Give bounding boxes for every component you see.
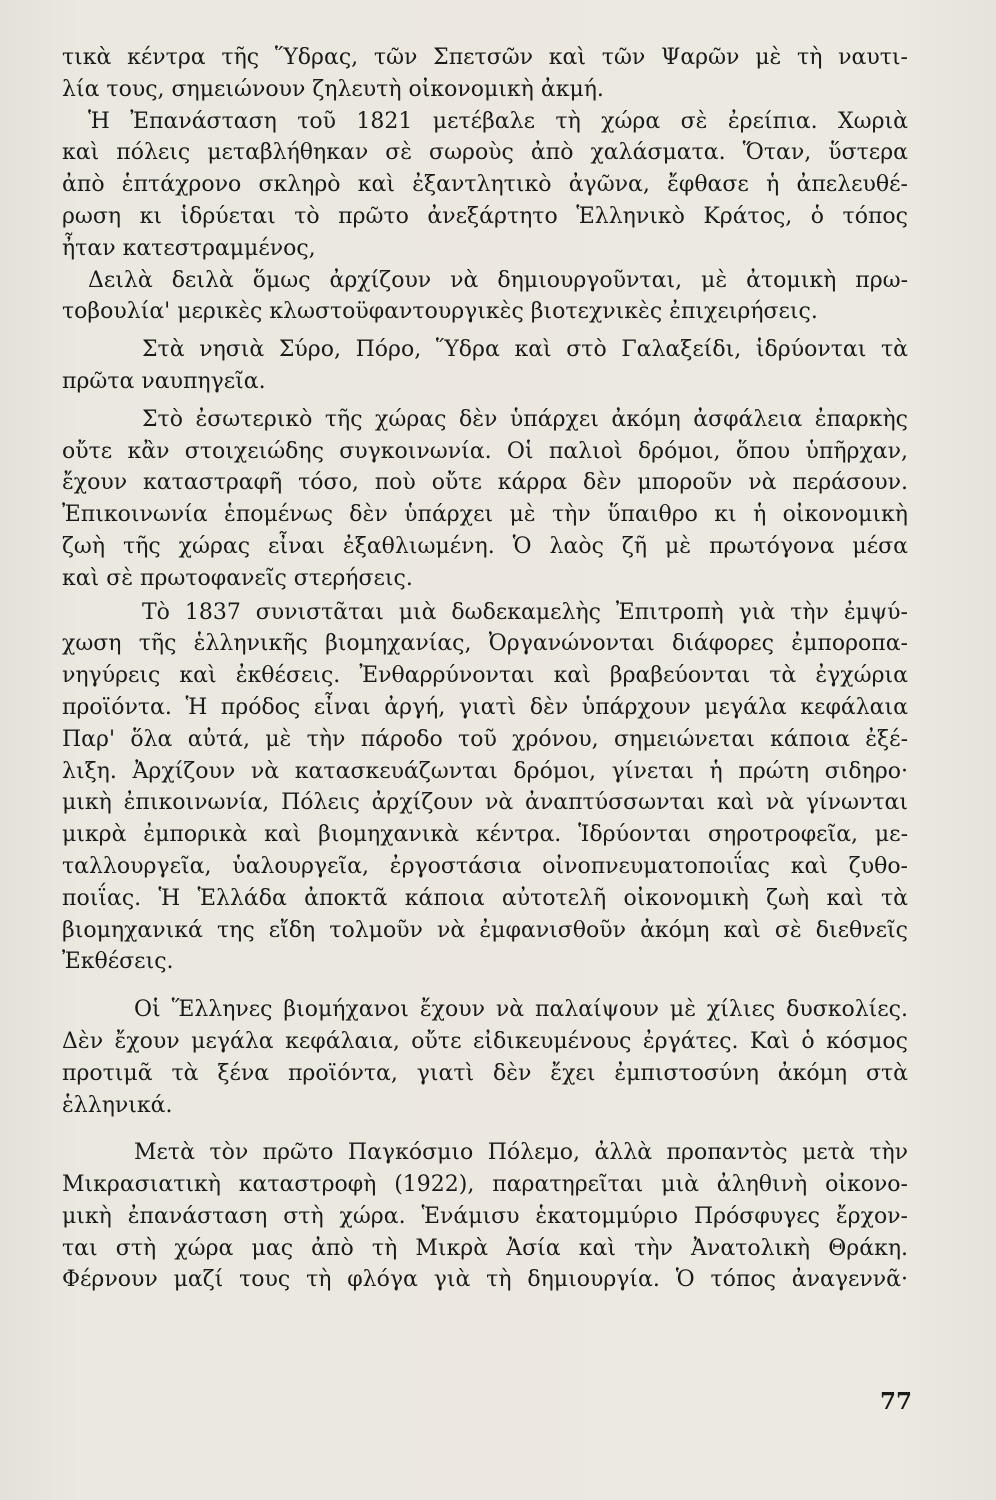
text-line: Ἐκθέσεις. bbox=[62, 949, 174, 975]
text-line: Ἡ Ἐπανάσταση τοῦ 1821 μετέβαλε τὴ χώρα σὲ ἐρείπια. Χωριὰ bbox=[88, 108, 908, 134]
text-line: Παρ' ὅλα αὐτά, μὲ τὴν πάροδο τοῦ χρόνου, σημειώνεται κάποια ἐξέ- bbox=[62, 726, 908, 752]
text-line: οὔτε κἂν στοιχειώδης συγκοινωνία. Οἱ παλιοὶ δρόμοι, ὅπου ὑπῆρχαν, bbox=[62, 438, 908, 464]
text-line: Στὸ ἐσωτερικὸ τῆς χώρας δὲν ὑπάρχει ἀκόμη ἀσφάλεια ἐπαρκὴς bbox=[142, 406, 908, 432]
text-line: ἦταν κατεστραμμένος, bbox=[62, 235, 316, 261]
paragraph bbox=[62, 597, 908, 979]
paragraph bbox=[62, 106, 908, 265]
text-line: ταλλουργεῖα, ὑαλουργεῖα, ἐργοστάσια οἰνοπνευματοποιΐας καὶ ζυθο- bbox=[62, 853, 908, 879]
text-line: νηγύρεις καὶ ἐκθέσεις. Ἐνθαρρύνονται καὶ βραβεύονται τὰ ἐγχώρια bbox=[62, 663, 908, 689]
text-line: μικὴ ἐπικοινωνία, Πόλεις ἀρχίζουν νὰ ἀναπτύσσωνται καὶ νὰ γίνωνται bbox=[62, 790, 908, 816]
text-line: ἔχουν καταστραφῆ τόσο, ποὺ οὔτε κάρρα δὲν μποροῦν νὰ περάσουν. bbox=[62, 470, 908, 496]
text-line: βιομηχανικά της εἴδη τολμοῦν νὰ ἐμφανισθοῦν ἀκόμη καὶ σὲ διεθνεῖς bbox=[62, 917, 908, 943]
paragraph bbox=[62, 334, 908, 398]
text-line: ρωση κι ἱδρύεται τὸ πρῶτο ἀνεξάρτητο Ἑλληνικὸ Κράτος, ὁ τόπος bbox=[62, 203, 908, 229]
text-line: τοβουλία' μερικὲς κλωστοϋφαντουργικὲς βιοτεχνικὲς ἐπιχειρήσεις. bbox=[62, 299, 818, 325]
text-line: Τὸ 1837 συνιστᾶται μιὰ δωδεκαμελὴς Ἐπιτροπὴ γιὰ τὴν ἐμψύ- bbox=[142, 599, 908, 625]
body-text bbox=[62, 42, 908, 1296]
text-line: Ἐπικοινωνία ἑπομένως δὲν ὑπάρχει μὲ τὴν ὕπαιθρο κι ἡ οἰκονομικὴ bbox=[62, 502, 908, 528]
text-line: χωση τῆς ἑλληνικῆς βιομηχανίας, Ὀργανώνονται διάφορες ἐμποροπα- bbox=[62, 631, 908, 657]
text-line: Δὲν ἔχουν μεγάλα κεφάλαια, οὔτε εἰδικευμένους ἐργάτες. Καὶ ὁ κόσμος bbox=[62, 1028, 908, 1054]
text-line: λιξη. Ἀρχίζουν νὰ κατασκευάζωνται δρόμοι, γίνεται ἡ πρώτη σιδηρο· bbox=[62, 758, 908, 784]
text-line: καὶ πόλεις μεταβλήθηκαν σὲ σωροὺς ἀπὸ χαλάσματα. Ὅταν, ὕστερα bbox=[62, 140, 908, 166]
paragraph bbox=[62, 265, 908, 329]
text-line: πρῶτα ναυπηγεῖα. bbox=[62, 368, 266, 394]
text-line: ἑλληνικά. bbox=[62, 1092, 173, 1118]
text-line: ἀπὸ ἑπτάχρονο σκληρὸ καὶ ἐξαντλητικὸ ἀγῶνα, ἔφθασε ἡ ἀπελευθέ- bbox=[62, 172, 908, 198]
text-line: Μικρασιατικὴ καταστροφὴ (1922), παρατηρεῖται μιὰ ἀληθινὴ οἰκονο- bbox=[62, 1172, 908, 1198]
text-line: προτιμᾶ τὰ ξένα προϊόντα, γιατὶ δὲν ἔχει ἐμπιστοσύνη ἀκόμη στὰ bbox=[62, 1060, 908, 1086]
text-line: Φέρνουν μαζί τους τὴ φλόγα γιὰ τὴ δημιουργία. Ὁ τόπος ἀναγεννᾶ· bbox=[62, 1267, 908, 1293]
text-line: ποιΐας. Ἡ Ἑλλάδα ἀποκτᾶ κάποια αὐτοτελῆ οἰκονομικὴ ζωὴ καὶ τὰ bbox=[62, 885, 908, 911]
text-line: μικρὰ ἐμπορικὰ καὶ βιομηχανικὰ κέντρα. Ἱδρύονται σηροτροφεῖα, με- bbox=[62, 822, 908, 848]
text-line: λία τους, σημειώνουν ζηλευτὴ οἰκονομικὴ ἀκμή. bbox=[62, 76, 604, 102]
text-line: Μετὰ τὸν πρῶτο Παγκόσμιο Πόλεμο, ἀλλὰ προπαντὸς μετὰ τὴν bbox=[134, 1140, 908, 1166]
paragraph bbox=[62, 404, 908, 595]
text-line: προϊόντα. Ἡ πρόδος εἶναι ἀργή, γιατὶ δὲν ὑπάρχουν μεγάλα κεφάλαια bbox=[62, 694, 908, 720]
text-line: Δειλὰ δειλὰ ὅμως ἀρχίζουν νὰ δημιουργοῦνται, μὲ ἀτομικὴ πρω- bbox=[88, 267, 908, 293]
paragraph bbox=[62, 1137, 908, 1296]
text-line: ζωὴ τῆς χώρας εἶναι ἐξαθλιωμένη. Ὁ λαὸς ζῆ μὲ πρωτόγονα μέσα bbox=[62, 533, 908, 559]
text-line: καὶ σὲ πρωτοφανεῖς στερήσεις. bbox=[62, 565, 413, 591]
paragraph bbox=[62, 994, 908, 1121]
paragraph bbox=[62, 42, 908, 106]
text-line: τικὰ κέντρα τῆς Ὕδρας, τῶν Σπετσῶν καὶ τῶν Ψαρῶν μὲ τὴ ναυτι- bbox=[62, 45, 908, 70]
page-number: 77 bbox=[879, 1388, 912, 1415]
text-line: ται στὴ χώρα μας ἀπὸ τὴ Μικρὰ Ἀσία καὶ τὴν Ἀνατολικὴ Θράκη. bbox=[62, 1235, 908, 1261]
text-line: Οἱ Ἕλληνες βιομήχανοι ἔχουν νὰ παλαίψουν μὲ χίλιες δυσκολίες. bbox=[134, 997, 908, 1023]
text-line: μικὴ ἐπανάσταση στὴ χώρα. Ἑνάμισυ ἑκατομμύριο Πρόσφυγες ἔρχον- bbox=[62, 1203, 908, 1229]
text-line: Στὰ νησιὰ Σύρο, Πόρο, Ὕδρα καὶ στὸ Γαλαξείδι, ἱδρύονται τὰ bbox=[142, 337, 908, 363]
